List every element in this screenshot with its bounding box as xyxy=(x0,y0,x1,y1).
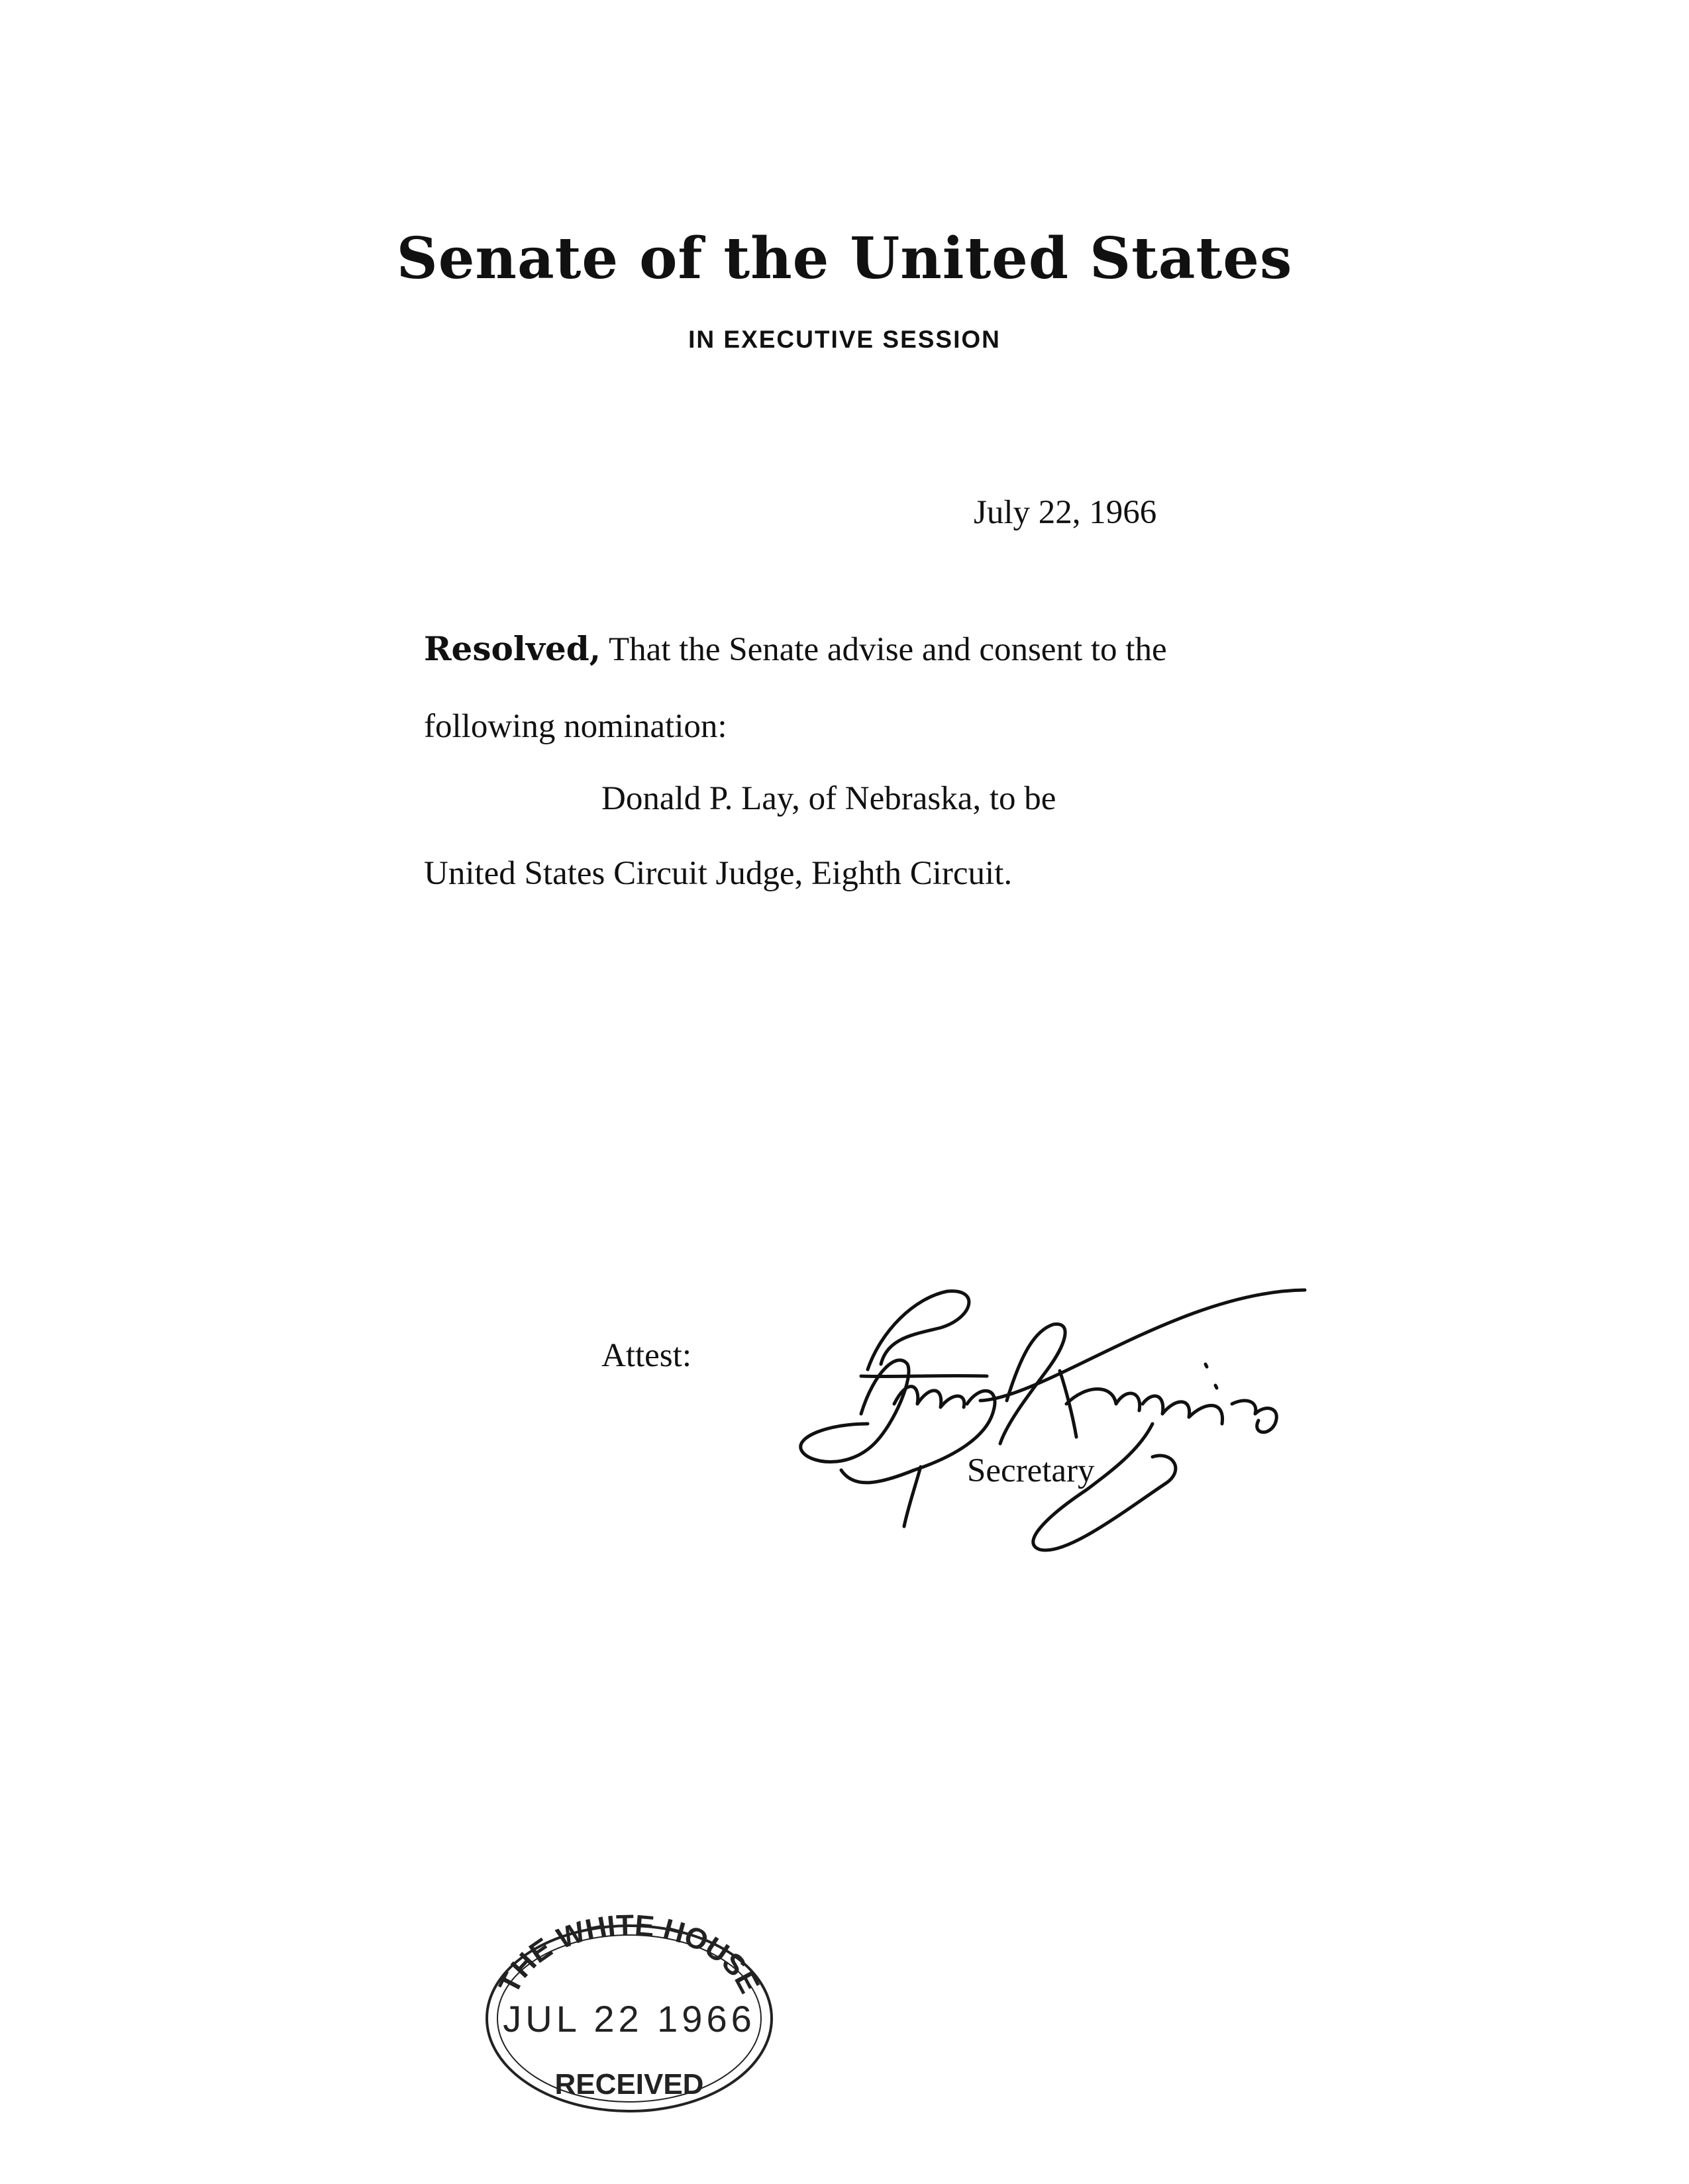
white-house-received-stamp xyxy=(474,1914,785,2126)
secretary-label: Secretary xyxy=(967,1452,1095,1489)
stamp-date: JUL 22 1966 xyxy=(503,1998,756,2040)
position-line: United States Circuit Judge, Eighth Circuit. xyxy=(424,855,1013,892)
resolved-word: Resolved, xyxy=(424,629,601,668)
resolution-date: July 22, 1966 xyxy=(974,494,1157,531)
attest-label: Attest: xyxy=(601,1337,691,1374)
stamp-top-text: THE WHITE HOUSE xyxy=(492,1914,766,1999)
resolution-line-2: following nomination: xyxy=(424,708,727,745)
stamp-bottom-text: RECEIVED xyxy=(554,2068,704,2101)
resolution-text: That the Senate advise and consent to the xyxy=(608,631,1167,668)
signature-image xyxy=(782,1271,1338,1589)
page-title: Senate of the United States xyxy=(396,225,1293,292)
session-subtitle: IN EXECUTIVE SESSION xyxy=(688,326,1001,353)
resolution-first-line xyxy=(424,629,1167,669)
nominee-line: Donald P. Lay, of Nebraska, to be xyxy=(601,780,1056,817)
